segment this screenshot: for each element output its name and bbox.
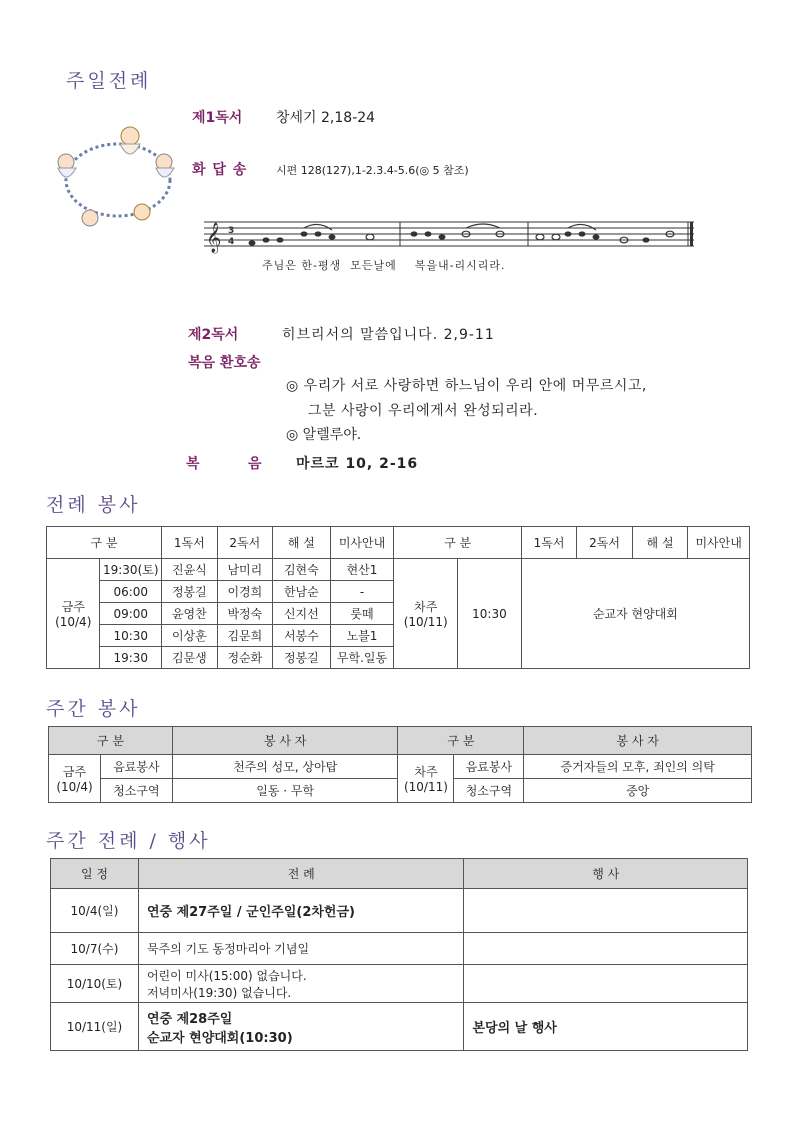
- table-cell: 음료봉사: [454, 755, 524, 779]
- header-cell: 2독서: [217, 527, 273, 559]
- group-label: 차주: [414, 600, 438, 614]
- table-cell: 서봉수: [273, 625, 331, 647]
- angel-icon: [120, 127, 140, 154]
- table-cell: 정순화: [217, 647, 273, 669]
- table-cell: 증거자들의 모후, 죄인의 의탁: [524, 755, 752, 779]
- date-cell: 10/7(수): [51, 933, 139, 965]
- angels-illustration: [46, 122, 188, 240]
- liturgy-service-title: 전례 봉사: [46, 494, 141, 516]
- table-cell: 진윤식: [162, 559, 218, 581]
- group-date: (10/11): [403, 780, 448, 794]
- table-row: [51, 1003, 748, 1051]
- table-cell: 윤영찬: [162, 603, 218, 625]
- date-cell: 10/4(일): [51, 889, 139, 933]
- gospel-text: 마르코 10, 2-16: [296, 456, 419, 472]
- group-cell: [47, 559, 100, 669]
- header-cell: 일 정: [51, 859, 139, 889]
- events-header-row: [51, 859, 748, 889]
- reading2-label: 제2독서: [188, 327, 239, 343]
- table-cell: 신지선: [273, 603, 331, 625]
- header-cell: 봉 사 자: [524, 727, 752, 755]
- table-cell: 룻떼: [330, 603, 394, 625]
- table-cell: 청소구역: [454, 779, 524, 803]
- time-cell: 19:30: [100, 647, 162, 669]
- liturgy-cell: [138, 1003, 464, 1051]
- psalm-text: 시편 128(127),1-2.3.4-5.6(◎ 5 참조): [276, 164, 469, 177]
- table-cell: 박정숙: [217, 603, 273, 625]
- group-cell: [394, 559, 458, 669]
- time-cell: 10:30: [458, 559, 522, 669]
- table-cell: 정봉길: [162, 581, 218, 603]
- table-cell: 음료봉사: [100, 755, 172, 779]
- angel-icon: [156, 154, 174, 177]
- header-cell: 해 설: [632, 527, 688, 559]
- svg-text:3: 3: [228, 226, 235, 236]
- time-cell: 19:30(토): [100, 559, 162, 581]
- table-cell: 김문생: [162, 647, 218, 669]
- header-cell: 전 례: [138, 859, 464, 889]
- header-cell: 1독서: [521, 527, 577, 559]
- weekly-events-table: [50, 858, 748, 1051]
- table-cell: 김문희: [217, 625, 273, 647]
- table-cell: 일동 · 무학: [172, 779, 398, 803]
- reading1-text: 창세기 2,18-24: [276, 110, 376, 126]
- psalm-label: 화 답 송: [192, 162, 248, 178]
- time-cell: 09:00: [100, 603, 162, 625]
- table-cell: 현산1: [330, 559, 394, 581]
- group-label: 차주: [414, 765, 438, 779]
- event-cell: [464, 965, 748, 1003]
- music-staff: [200, 214, 700, 256]
- weekly-service-title: 주간 봉사: [46, 698, 141, 720]
- group-date: (10/4): [55, 615, 92, 629]
- acclamation-line2: 그분 사랑이 우리에게서 완성되리라.: [308, 403, 539, 419]
- table-cell: 김현숙: [273, 559, 331, 581]
- sunday-liturgy-title: 주일전례: [66, 70, 152, 92]
- gospel-label-a: 복: [186, 456, 200, 472]
- table-cell: 이경희: [217, 581, 273, 603]
- group-label: 금주: [62, 765, 87, 779]
- acclamation-line1: ◎ 우리가 서로 사랑하면 하느님이 우리 안에 머무르시고,: [286, 378, 647, 394]
- group-cell: [49, 755, 101, 803]
- table-cell: -: [330, 581, 394, 603]
- acclamation-line3: ◎ 알렐루야.: [286, 427, 362, 443]
- liturgy-line: 연중 제28주일: [146, 1011, 233, 1027]
- group-cell: [398, 755, 454, 803]
- time-cell: 06:00: [100, 581, 162, 603]
- header-cell: 미사안내: [688, 527, 750, 559]
- header-cell: 미사안내: [330, 527, 394, 559]
- liturgy-service-table: [46, 526, 750, 669]
- group-label: 금주: [61, 600, 85, 614]
- angel-icon: [58, 154, 76, 177]
- table-row: [51, 965, 748, 1003]
- treble-clef-icon: 𝄞: [206, 223, 222, 253]
- acclamation-label: 복음 환호송: [188, 355, 261, 371]
- date-cell: 10/11(일): [51, 1003, 139, 1051]
- table-row: [51, 889, 748, 933]
- liturgy-header-row: [47, 527, 750, 559]
- table-cell: 청소구역: [100, 779, 172, 803]
- table-row: [49, 755, 752, 779]
- table-cell: 이상훈: [162, 625, 218, 647]
- event-cell: 순교자 현양대회: [521, 559, 749, 669]
- liturgy-cell: 연중 제27주일 / 군인주일(2차헌금): [138, 889, 464, 933]
- event-cell: [464, 933, 748, 965]
- group-date: (10/4): [56, 780, 93, 794]
- event-cell: 본당의 날 행사: [464, 1003, 748, 1051]
- table-cell: 한남순: [273, 581, 331, 603]
- time-cell: 10:30: [100, 625, 162, 647]
- event-cell: [464, 889, 748, 933]
- header-cell: 구 분: [394, 527, 521, 559]
- table-cell: 남미리: [217, 559, 273, 581]
- weekly-header-row: [49, 727, 752, 755]
- angel-icon: [82, 204, 150, 226]
- group-date: (10/11): [403, 615, 448, 629]
- header-cell: 2독서: [577, 527, 633, 559]
- liturgy-line: 순교자 현양대회(10:30): [146, 1030, 293, 1046]
- liturgy-line: 어린이 미사(15:00) 없습니다.: [146, 968, 307, 983]
- date-cell: 10/10(토): [51, 965, 139, 1003]
- psalm-lyrics: 주님은 한-평생 모든날에 복을내-리시리라.: [262, 259, 506, 272]
- header-cell: 해 설: [273, 527, 331, 559]
- header-cell: 봉 사 자: [172, 727, 398, 755]
- liturgy-cell: [138, 965, 464, 1003]
- reading1-label: 제1독서: [192, 110, 243, 126]
- header-cell: 행 사: [464, 859, 748, 889]
- svg-text:4: 4: [228, 237, 235, 247]
- weekly-service-table: [48, 726, 752, 803]
- table-cell: 정봉길: [273, 647, 331, 669]
- table-row: [47, 559, 750, 581]
- table-cell: 천주의 성모, 상아탑: [172, 755, 398, 779]
- table-cell: 무학.일동: [330, 647, 394, 669]
- header-cell: 구 분: [398, 727, 524, 755]
- table-cell: 중앙: [524, 779, 752, 803]
- header-cell: 1독서: [162, 527, 218, 559]
- liturgy-cell: 묵주의 기도 동정마리아 기념일: [138, 933, 464, 965]
- table-row: [51, 933, 748, 965]
- header-cell: 구 분: [49, 727, 173, 755]
- liturgy-line: 저녁미사(19:30) 없습니다.: [146, 985, 292, 1000]
- gospel-label-b: 음: [248, 456, 262, 472]
- header-cell: 구 분: [47, 527, 162, 559]
- table-cell: 노블1: [330, 625, 394, 647]
- weekly-events-title: 주간 전례 / 행사: [46, 830, 211, 852]
- reading2-text: 히브리서의 말씀입니다. 2,9-11: [282, 327, 495, 343]
